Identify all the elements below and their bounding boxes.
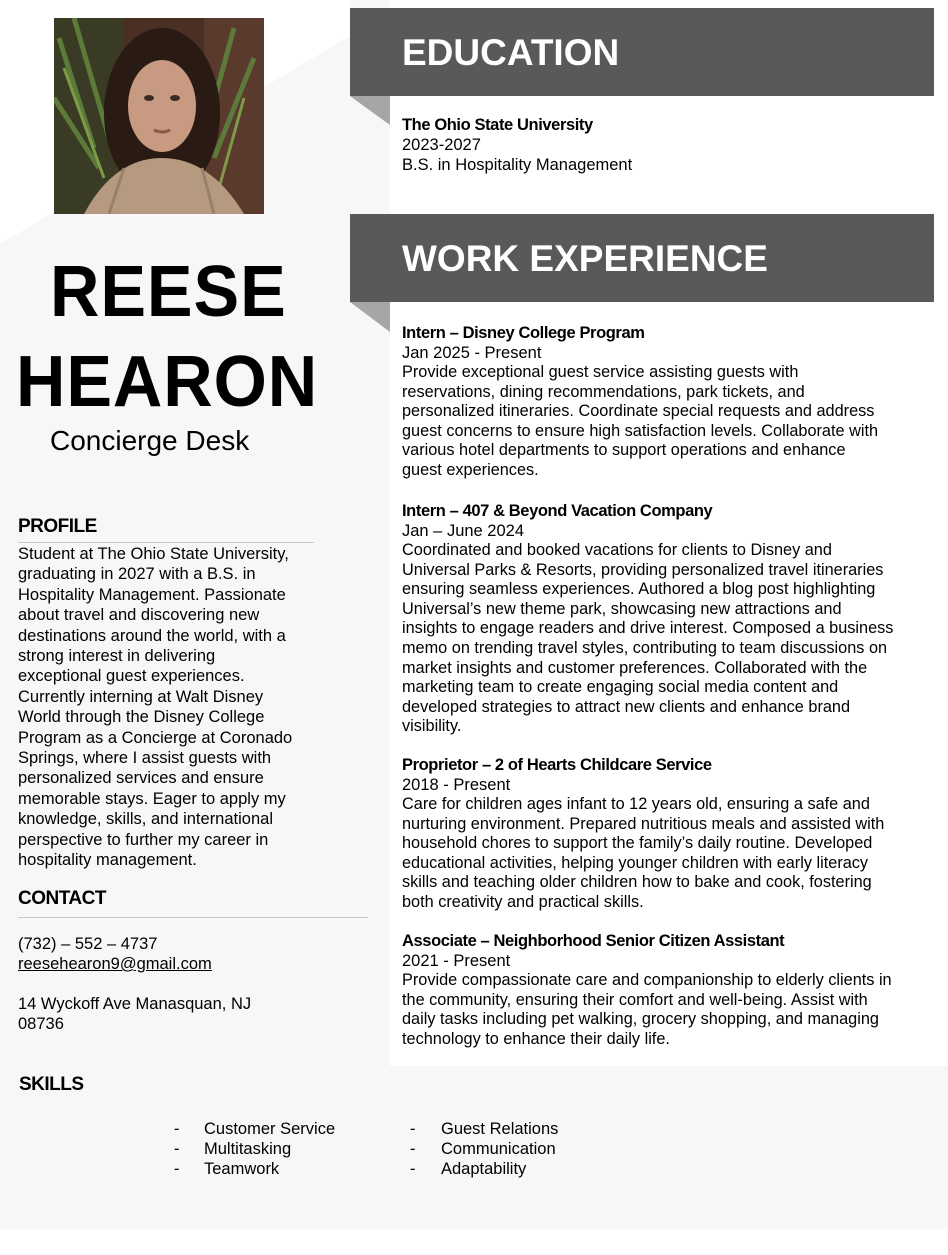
skill-label: Guest Relations [441, 1120, 559, 1138]
job-description-line: Universal’s new theme park, showcasing new attractions and [402, 599, 842, 618]
education-years: 2023-2027 [402, 136, 481, 154]
name-first: REESE [50, 252, 287, 332]
profile-line: memorable stays. Eager to apply my [18, 789, 286, 808]
job-title: Proprietor – 2 of Hearts Childcare Service [402, 756, 712, 774]
profile-line: about travel and discovering new [18, 606, 260, 625]
job-entry [402, 932, 912, 1049]
job-title: Intern – Disney College Program [402, 324, 645, 342]
skill-bullet: - [174, 1140, 180, 1158]
job-dates: 2021 - Present [402, 952, 511, 970]
profile-line: exceptional guest experiences. [18, 667, 245, 686]
skill-item [410, 1160, 610, 1180]
job-description-line: various hotel departments to support operations and enhance [402, 441, 846, 460]
education-degree: B.S. in Hospitality Management [402, 156, 633, 174]
skill-item [174, 1140, 374, 1160]
profile-line: perspective to further my career in [18, 830, 269, 849]
skill-label: Teamwork [204, 1160, 280, 1178]
job-description-line: developed strategies to attract new clients and enhance brand [402, 697, 851, 716]
skills-heading: SKILLS [19, 1074, 84, 1095]
job-description-line: marketing team to create engaging social media content and [402, 678, 839, 697]
job-dates: Jan 2025 - Present [402, 344, 542, 362]
education-banner-fold [350, 96, 390, 125]
profile-line: personalized services and ensure [18, 769, 264, 788]
skill-bullet: - [410, 1120, 416, 1138]
education-school: The Ohio State University [402, 116, 593, 134]
job-description-line: market insights and customer preferences. Collaborated with the [402, 658, 868, 677]
profile-photo [54, 18, 264, 214]
job-description-line: Coordinated and booked vacations for clients to Disney and [402, 541, 832, 559]
contact-divider [18, 917, 368, 918]
contact-heading: CONTACT [18, 888, 106, 909]
job-entry [402, 324, 912, 481]
skill-bullet: - [174, 1120, 180, 1138]
contact-phone: (732) – 552 – 4737 [18, 935, 158, 953]
profile-line: Program as a Concierge at Coronado [18, 728, 293, 747]
profile-line: destinations around the world, with a [18, 626, 286, 645]
job-description-line: Provide exceptional guest service assisting guests with [402, 363, 799, 381]
job-description-line: the community, ensuring their comfort and well-being. Assist with [402, 990, 868, 1009]
job-description-line: guest experiences. [402, 460, 539, 479]
job-description-line: skills and teaching older children how to bake and cook, fostering [402, 873, 872, 892]
work-experience-banner [350, 214, 934, 302]
profile-line: Student at The Ohio State University, [18, 545, 289, 563]
profile-line: Currently interning at Walt Disney [18, 687, 264, 706]
profile-line: graduating in 2027 with a B.S. in [18, 565, 256, 584]
job-description-line: nurturing environment. Prepared nutritious meals and assisted with [402, 814, 885, 833]
job-description [402, 363, 912, 481]
education-banner [350, 8, 934, 96]
job-title: Concierge Desk [50, 425, 250, 456]
job-description-line: both creativity and practical skills. [402, 892, 644, 911]
job-description-line: daily tasks including pet walking, grocery shopping, and managing [402, 1010, 879, 1029]
profile-heading: PROFILE [18, 516, 97, 537]
profile-line: Hospitality Management. Passionate [18, 585, 286, 604]
job-description-line: technology to enhance their daily life. [402, 1029, 670, 1048]
job-description-line: Universal Parks & Resorts, providing personalized travel itineraries [402, 560, 884, 579]
work-experience-heading: WORK EXPERIENCE [402, 238, 768, 279]
profile-line: World through the Disney College [18, 708, 265, 727]
job-description-line: personalized itineraries. Coordinate special requests and address [402, 402, 875, 421]
job-entry [402, 502, 912, 737]
job-description-line: guest concerns to ensure high satisfaction levels. Collaborate with [402, 421, 879, 440]
skill-label: Adaptability [441, 1160, 527, 1178]
contact-email[interactable]: reesehearon9@gmail.com [18, 955, 212, 973]
job-description [402, 795, 912, 913]
job-description-line: visibility. [402, 717, 462, 736]
job-description [402, 971, 912, 1049]
job-title: Intern – 407 & Beyond Vacation Company [402, 502, 713, 520]
profile-line: knowledge, skills, and international [18, 810, 273, 829]
contact-address-line2: 08736 [18, 1015, 64, 1033]
skill-label: Communication [441, 1140, 556, 1158]
profile-text [18, 544, 318, 871]
job-entry [402, 756, 912, 913]
name-last: HEARON [16, 342, 319, 422]
work-banner-fold [350, 302, 390, 332]
skill-item [410, 1120, 610, 1140]
job-description [402, 541, 912, 737]
profile-line: strong interest in delivering [18, 647, 216, 666]
profile-line: Springs, where I assist guests with [18, 749, 272, 768]
education-heading: EDUCATION [402, 32, 620, 73]
profile-divider [18, 542, 314, 543]
job-description-line: Care for children ages infant to 12 years old, ensuring a safe and [402, 795, 870, 813]
skill-bullet: - [174, 1160, 180, 1178]
job-description-line: Provide compassionate care and companionship to elderly clients in [402, 971, 892, 989]
job-dates: 2018 - Present [402, 776, 511, 794]
skill-item [410, 1140, 610, 1160]
skill-label: Multitasking [204, 1140, 292, 1158]
job-description-line: household chores to support the family’s daily routine. Developed [402, 834, 873, 853]
job-title: Associate – Neighborhood Senior Citizen Assistant [402, 932, 785, 950]
job-description-line: insights to engage readers and drive interest. Composed a business [402, 619, 894, 638]
skill-label: Customer Service [204, 1120, 336, 1138]
job-description-line: educational activities, helping younger children with early literacy [402, 853, 869, 872]
profile-line: hospitality management. [18, 851, 197, 870]
job-description-line: memo on trending travel styles, contributing to team discussions on [402, 638, 888, 657]
contact-address-line1: 14 Wyckoff Ave Manasquan, NJ [18, 995, 252, 1013]
skill-item [174, 1120, 374, 1140]
skill-bullet: - [410, 1140, 416, 1158]
skill-item [174, 1160, 374, 1180]
job-description-line: reservations, dining recommendations, park tickets, and [402, 382, 805, 401]
job-description-line: ensuring seamless experiences. Authored a blog post highlighting [402, 580, 876, 599]
job-dates: Jan – June 2024 [402, 522, 525, 540]
skill-bullet: - [410, 1160, 416, 1178]
